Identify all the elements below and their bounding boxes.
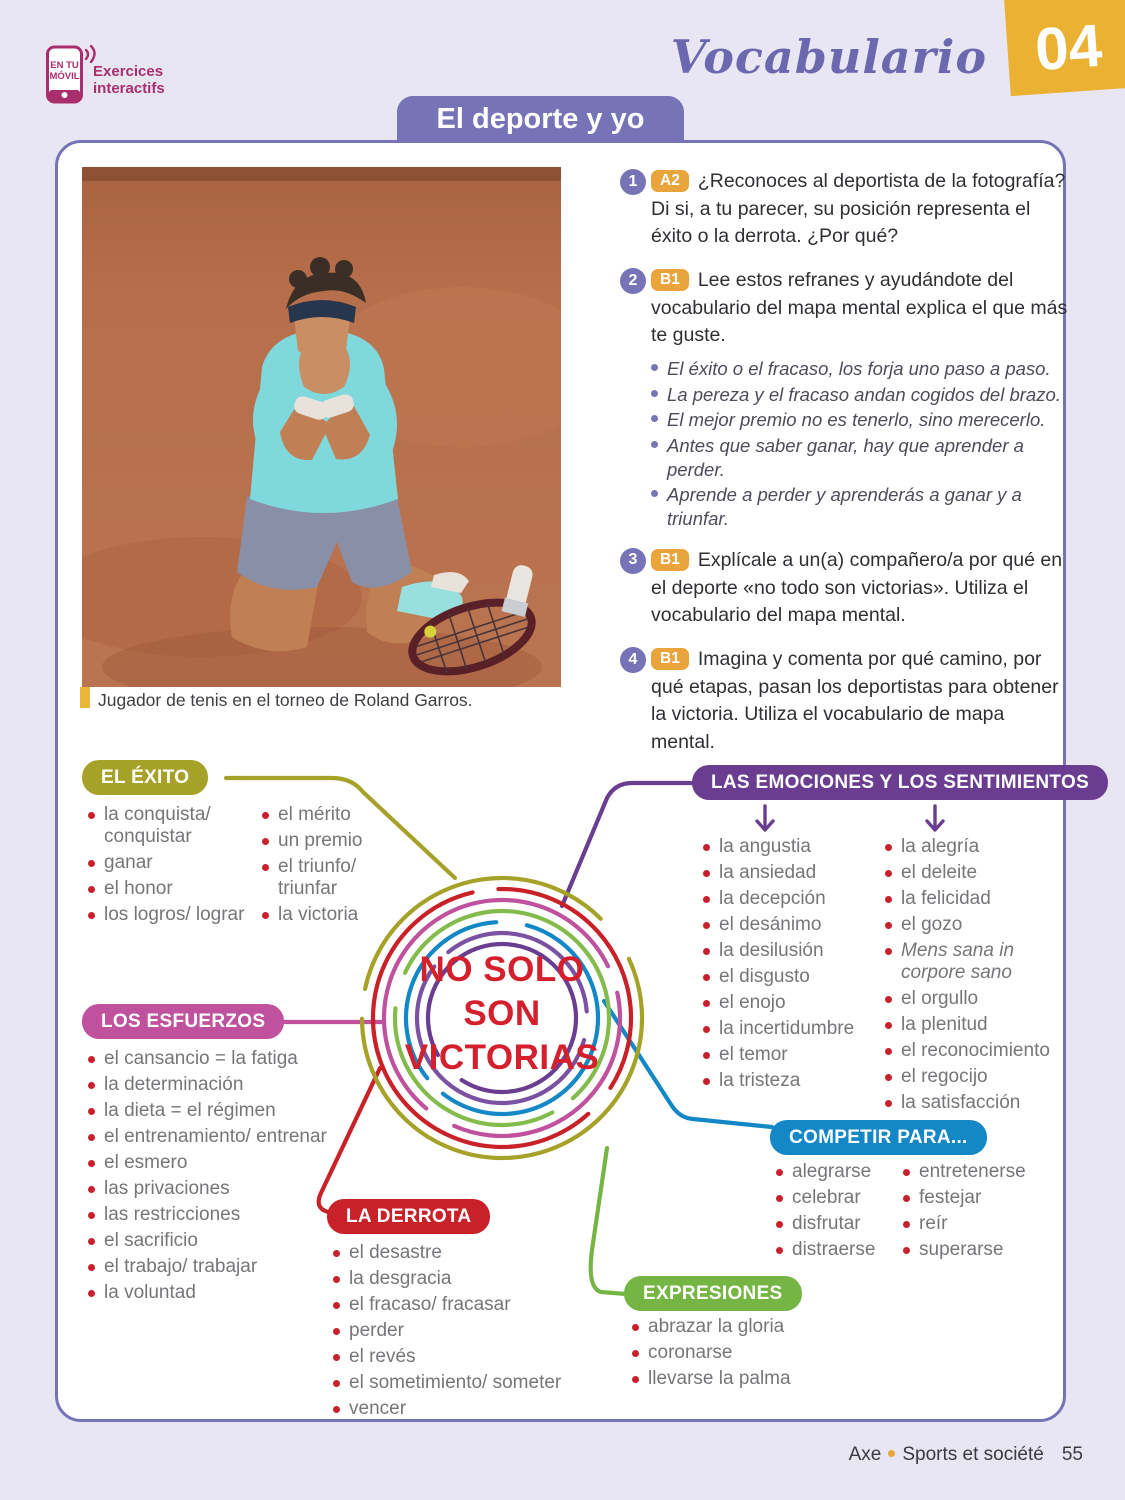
list-item-text: Mens sana in corpore sano <box>901 940 1015 984</box>
list-item <box>703 1070 883 1092</box>
list-item-text: un premio <box>278 830 363 852</box>
list-item-text: el deleite <box>901 862 978 884</box>
list-item <box>88 1152 358 1174</box>
list-item <box>651 357 1068 381</box>
list-item <box>651 434 1068 481</box>
section-tab: El deporte y yo <box>397 96 684 142</box>
list-item <box>333 1268 578 1290</box>
list-item-text: el reconocimiento <box>901 1040 1050 1062</box>
list-item-text: el desastre <box>349 1242 442 1263</box>
list-item <box>885 988 1063 1010</box>
bullet-icon <box>885 1048 892 1055</box>
list-item <box>88 1204 358 1226</box>
bullet-icon <box>651 390 658 397</box>
list-item-text: el desánimo <box>719 914 822 936</box>
bullet-icon <box>333 1328 340 1335</box>
bullet-icon <box>632 1350 639 1357</box>
list-item-text: la plenitud <box>901 1014 988 1036</box>
list-item <box>703 1044 883 1066</box>
expresiones-list <box>632 1316 842 1394</box>
bullet-icon <box>632 1324 639 1331</box>
list-item <box>903 1161 1053 1183</box>
list-item <box>885 862 1063 884</box>
list-item <box>88 804 260 848</box>
bullet-icon <box>703 896 710 903</box>
list-item-text: el gozo <box>901 914 963 936</box>
unit-number-box <box>1003 0 1125 96</box>
list-item-text: la alegría <box>901 836 980 857</box>
list-item <box>632 1368 842 1390</box>
list-item <box>885 1014 1063 1036</box>
list-item <box>776 1213 901 1235</box>
list-item-text: La pereza y el fracaso andan cogidos del brazo. <box>667 383 1061 405</box>
bullet-icon <box>885 1074 892 1081</box>
list-item-text: el orgullo <box>901 988 979 1010</box>
mindmap-center-slogan <box>377 948 627 1080</box>
list-item <box>88 878 260 900</box>
list-item-text: el fracaso/ fracasar <box>349 1294 511 1316</box>
bullet-icon <box>333 1354 340 1361</box>
list-item-text: el regocijo <box>901 1066 988 1088</box>
exercise-4 <box>620 646 1068 757</box>
bullet-icon <box>632 1376 639 1383</box>
bullet-icon <box>88 1082 95 1089</box>
list-item-text: el entrenamiento/ entrenar <box>104 1126 327 1148</box>
bullet-icon <box>703 870 710 877</box>
list-item <box>903 1187 1053 1209</box>
competir-list-col2 <box>903 1161 1053 1265</box>
bullet-icon <box>651 490 658 497</box>
bullet-icon <box>885 844 892 851</box>
exito-list-col2 <box>262 804 412 930</box>
badge-derrota: LA DERROTA <box>327 1199 490 1234</box>
list-item-text: reír <box>919 1213 948 1235</box>
list-item <box>651 408 1068 432</box>
list-item-text: El mejor premio no es tenerlo, sino merecerlo. <box>667 409 1046 431</box>
exercise-3 <box>620 547 1068 630</box>
list-item <box>632 1342 842 1364</box>
exercises-column <box>620 168 1068 773</box>
list-item-text: el triunfo/ triunfar <box>278 856 357 900</box>
list-item-text: el honor <box>104 878 173 900</box>
list-item-text: El éxito o el fracaso, los forja uno paso a paso. <box>667 358 1051 380</box>
list-item <box>885 1040 1063 1062</box>
exercise-text: Imagina y comenta por qué camino, por qué etapas, pasan los deportistas para obtener la victoria. Utiliza el vocabulario de mapa mental. <box>651 647 1059 753</box>
bullet-icon <box>703 1052 710 1059</box>
list-item-text: el trabajo/ trabajar <box>104 1256 258 1278</box>
list-item <box>703 992 883 1014</box>
list-item <box>333 1372 578 1394</box>
bullet-icon <box>262 838 269 845</box>
bullet-icon <box>903 1195 910 1202</box>
footer-axe-label: Axe <box>848 1444 882 1465</box>
list-item-text: la desilusión <box>719 940 824 962</box>
footer-page-number: 55 <box>1061 1444 1083 1465</box>
slogan-line: SON <box>463 994 541 1033</box>
list-item <box>885 836 1063 858</box>
bullet-icon <box>88 1186 95 1193</box>
list-item-text: las privaciones <box>104 1178 230 1200</box>
list-item <box>703 914 883 936</box>
bullet-icon <box>88 1212 95 1219</box>
list-item <box>885 888 1063 910</box>
list-item <box>333 1242 578 1264</box>
list-item-text: el revés <box>349 1346 416 1368</box>
mobile-phone-icon <box>46 40 98 104</box>
unit-number: 04 <box>1032 11 1105 84</box>
list-item <box>88 852 260 874</box>
bullet-icon <box>903 1169 910 1176</box>
bullet-icon <box>885 948 892 955</box>
exercise-text: ¿Reconoces al deportista de la fotografía? Di si, a tu parecer, su posición representa el éxito o la derrota. ¿Por qué? <box>651 170 1066 248</box>
list-item <box>262 904 412 926</box>
bullet-icon <box>88 1160 95 1167</box>
bullet-icon <box>703 948 710 955</box>
bullet-icon <box>88 812 95 819</box>
list-item <box>703 862 883 884</box>
sayings-list <box>651 357 1068 531</box>
level-badge: B1 <box>651 269 689 291</box>
photo-caption: Jugador de tenis en el torneo de Roland Garros. <box>98 690 473 710</box>
derrota-list <box>333 1242 578 1424</box>
list-item-text: la satisfacción <box>901 1092 1021 1114</box>
list-item-text: el disgusto <box>719 966 810 988</box>
list-item-text: la felicidad <box>901 888 991 910</box>
svg-text:EN TU: EN TU <box>50 60 79 71</box>
bullet-icon <box>88 912 95 919</box>
list-item-text: llevarse la palma <box>648 1368 791 1390</box>
list-item <box>333 1398 578 1420</box>
badge-expresiones: EXPRESIONES <box>624 1276 802 1311</box>
list-item-text: perder <box>349 1320 404 1342</box>
list-item-text: coronarse <box>648 1342 733 1364</box>
bullet-icon <box>703 1078 710 1085</box>
list-item-text: la ansiedad <box>719 862 817 884</box>
list-item <box>776 1239 901 1261</box>
bullet-icon <box>88 1108 95 1115</box>
bullet-icon <box>262 864 269 871</box>
list-item-text: la decepción <box>719 888 826 910</box>
exercise-text: Explícale a un(a) compañero/a por qué en el deporte «no todo son victorias». Utiliza el vocabulario del mapa mental. <box>651 548 1063 627</box>
list-item <box>703 966 883 988</box>
list-item-text: Aprende a perder y aprenderás a ganar y a triunfar. <box>667 484 1022 530</box>
bullet-icon <box>88 1238 95 1245</box>
bullet-icon <box>885 1022 892 1029</box>
bullet-icon <box>88 860 95 867</box>
list-item-text: entretenerse <box>919 1161 1026 1182</box>
badge-exito: EL ÉXITO <box>82 760 208 795</box>
list-item <box>885 1092 1063 1114</box>
slogan-line: NO SOLO <box>419 950 585 989</box>
list-item <box>262 830 412 852</box>
list-item-text: la tristeza <box>719 1070 801 1092</box>
emociones-list-col2 <box>885 836 1063 1118</box>
list-item <box>88 1178 358 1200</box>
list-item <box>776 1187 901 1209</box>
badge-competir: COMPETIR PARA... <box>770 1120 987 1155</box>
badge-emociones: LAS EMOCIONES Y LOS SENTIMIENTOS <box>692 765 1108 800</box>
footer-theme: Sports et société <box>902 1444 1044 1465</box>
bullet-icon <box>333 1276 340 1283</box>
page-title-script: Vocabulario <box>670 30 987 84</box>
bullet-icon <box>88 1290 95 1297</box>
list-item-text: la angustia <box>719 836 811 857</box>
list-item <box>703 836 883 858</box>
level-badge: B1 <box>651 648 689 670</box>
exercise-1 <box>620 168 1068 251</box>
list-item-text: ganar <box>104 852 153 874</box>
list-item <box>333 1320 578 1342</box>
list-item-text: superarse <box>919 1239 1004 1261</box>
competir-list-col1 <box>776 1161 901 1265</box>
list-item <box>88 1048 358 1070</box>
exercise-number-badge: 1 <box>620 169 646 195</box>
list-item-text: el sometimiento/ someter <box>349 1372 562 1394</box>
list-item-text: alegrarse <box>792 1161 872 1182</box>
list-item-text: el esmero <box>104 1152 188 1174</box>
list-item-text: la determinación <box>104 1074 244 1096</box>
emociones-list-col1 <box>703 836 883 1096</box>
list-item-text: las restricciones <box>104 1204 241 1226</box>
list-item-text: abrazar la gloria <box>648 1316 785 1337</box>
list-item-text: el cansancio = la fatiga <box>104 1048 298 1069</box>
footer-dot-icon <box>888 1450 895 1457</box>
tennis-player-photo <box>82 167 561 687</box>
list-item-text: el temor <box>719 1044 788 1066</box>
exercise-2 <box>620 267 1068 531</box>
list-item <box>88 1256 358 1278</box>
exito-list-col1 <box>88 804 260 930</box>
list-item <box>885 940 1063 984</box>
list-item-text: el mérito <box>278 804 351 825</box>
bullet-icon <box>88 1056 95 1063</box>
level-badge: B1 <box>651 549 689 571</box>
bullet-icon <box>703 844 710 851</box>
bullet-icon <box>776 1247 783 1254</box>
list-item <box>651 383 1068 407</box>
bullet-icon <box>776 1195 783 1202</box>
exercise-number-badge: 4 <box>620 647 646 673</box>
bullet-icon <box>776 1169 783 1176</box>
bullet-icon <box>333 1406 340 1413</box>
bullet-icon <box>262 912 269 919</box>
bullet-icon <box>333 1302 340 1309</box>
bullet-icon <box>651 415 658 422</box>
bullet-icon <box>885 922 892 929</box>
bullet-icon <box>885 896 892 903</box>
bullet-icon <box>333 1250 340 1257</box>
level-badge: A2 <box>651 170 689 192</box>
list-item <box>333 1294 578 1316</box>
list-item <box>903 1213 1053 1235</box>
slogan-line: VICTORIAS <box>404 1038 600 1077</box>
page-footer <box>849 1444 1083 1466</box>
list-item <box>88 904 260 926</box>
bullet-icon <box>776 1221 783 1228</box>
list-item <box>632 1316 842 1338</box>
list-item-text: vencer <box>349 1398 407 1420</box>
list-item <box>703 940 883 962</box>
list-item-text: los logros/ lograr <box>104 904 245 926</box>
bullet-icon <box>885 996 892 1003</box>
list-item-text: la dieta = el régimen <box>104 1100 276 1122</box>
list-item <box>88 1282 358 1304</box>
svg-text:MÓVIL: MÓVIL <box>49 71 80 82</box>
list-item <box>262 856 412 900</box>
caption-marker <box>80 687 90 708</box>
list-item-text: la incertidumbre <box>719 1018 855 1040</box>
list-item-text: celebrar <box>792 1187 861 1209</box>
bullet-icon <box>651 364 658 371</box>
mobile-caption <box>93 63 165 97</box>
list-item-text: Antes que saber ganar, hay que aprender a perder. <box>667 435 1024 480</box>
list-item <box>88 1230 358 1252</box>
bullet-icon <box>88 886 95 893</box>
bullet-icon <box>703 1000 710 1007</box>
list-item <box>903 1239 1053 1261</box>
exercise-number-badge: 2 <box>620 268 646 294</box>
list-item <box>885 914 1063 936</box>
list-item-text: la desgracia <box>349 1268 452 1290</box>
list-item-text: la victoria <box>278 904 359 926</box>
bullet-icon <box>703 974 710 981</box>
list-item <box>333 1346 578 1368</box>
list-item <box>885 1066 1063 1088</box>
bullet-icon <box>903 1221 910 1228</box>
bullet-icon <box>903 1247 910 1254</box>
exercise-number-badge: 3 <box>620 548 646 574</box>
list-item <box>651 483 1068 530</box>
bullet-icon <box>885 870 892 877</box>
badge-esfuerzos: LOS ESFUERZOS <box>82 1004 284 1039</box>
list-item-text: disfrutar <box>792 1213 861 1235</box>
list-item <box>88 1100 358 1122</box>
bullet-icon <box>333 1380 340 1387</box>
bullet-icon <box>885 1100 892 1107</box>
signal-waves-icon <box>86 46 95 62</box>
exercise-text: Lee estos refranes y ayudándote del vocabulario del mapa mental explica el que más te guste. <box>651 269 1068 347</box>
bullet-icon <box>703 922 710 929</box>
bullet-icon <box>88 1264 95 1271</box>
list-item-text: distraerse <box>792 1239 876 1261</box>
list-item <box>703 888 883 910</box>
mobile-caption-line2: interactifs <box>93 80 165 97</box>
esfuerzos-list <box>88 1048 358 1308</box>
bullet-icon <box>262 812 269 819</box>
list-item <box>88 1126 358 1148</box>
list-item <box>88 1074 358 1096</box>
mobile-caption-line1: Exercices <box>93 63 164 80</box>
list-item <box>262 804 412 826</box>
list-item-text: la conquista/ conquistar <box>104 804 211 848</box>
bullet-icon <box>703 1026 710 1033</box>
list-item-text: el enojo <box>719 992 786 1014</box>
list-item-text: festejar <box>919 1187 982 1209</box>
list-item <box>776 1161 901 1183</box>
bullet-icon <box>88 1134 95 1141</box>
bullet-icon <box>651 441 658 448</box>
list-item-text: la voluntad <box>104 1282 196 1304</box>
list-item <box>703 1018 883 1040</box>
list-item-text: el sacrificio <box>104 1230 198 1252</box>
